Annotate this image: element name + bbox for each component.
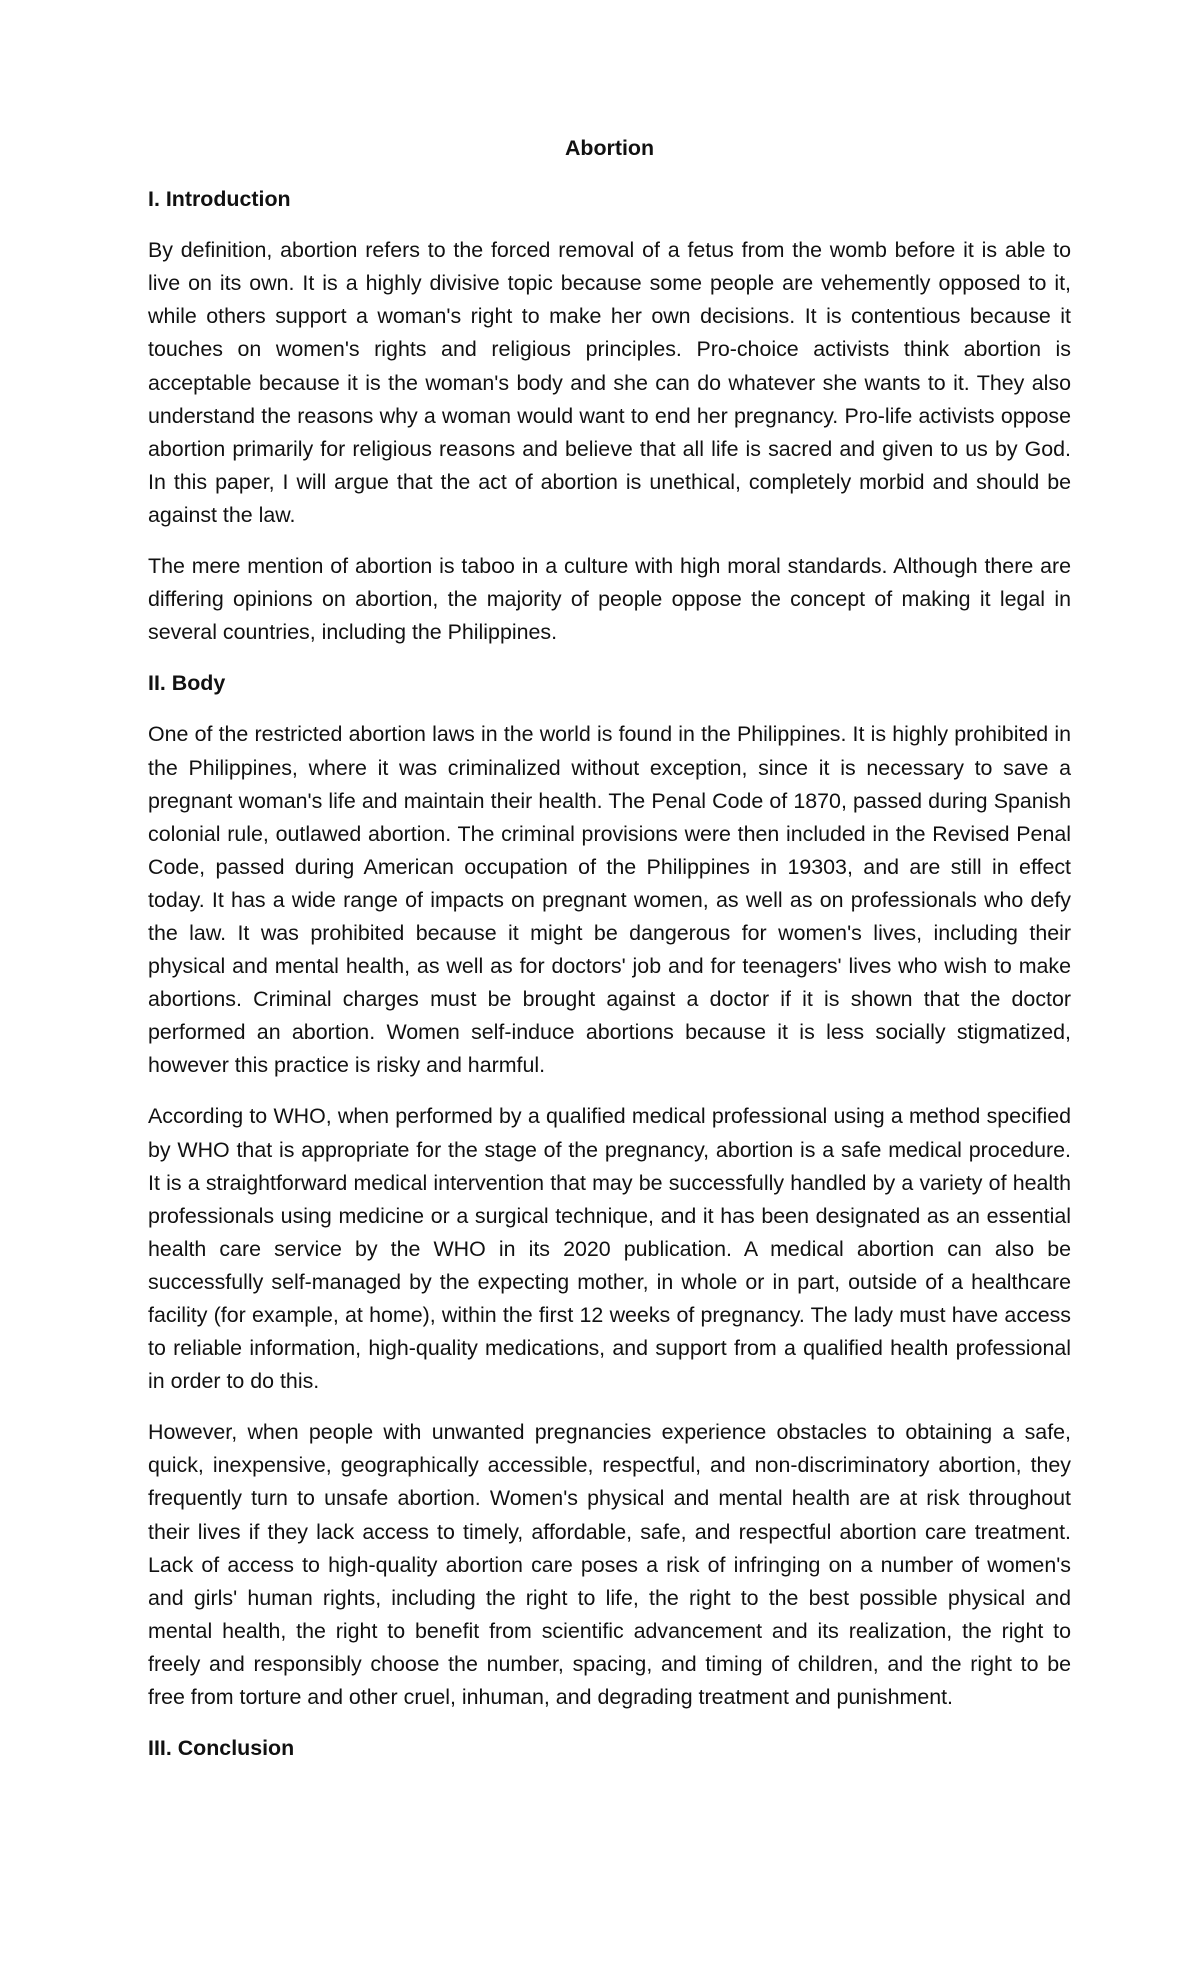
body-paragraph-1: One of the restricted abortion laws in the world is found in the Philippines. It is highly prohibited in the Philippines, where it was criminalized without exception, since it is necessary to save a pregnant woman's life and maintain their health. The Penal Code of 1870, passed during Spanish colonial rule, outlawed abortion. The criminal provisions were then included in the Revised Penal Code, passed during American occupation of the Philippines in 19303, and are still in effect today. It has a wide range of impacts on pregnant women, as well as on professionals who defy the law. It was prohibited because it might be dangerous for women's lives, including their physical and mental health, as well as for doctors' job and for teenagers' lives who wish to make abortions. Criminal charges must be brought against a doctor if it is shown that the doctor performed an abortion. Women self-induce abortions because it is less socially stigmatized, however this practice is risky and harmful. — [148, 722, 1071, 1078]
introduction-paragraph-1: By definition, abortion refers to the forced removal of a fetus from the womb before it is able to live on its own. It is a highly divisive topic because some people are vehemently opposed to it, while others support a woman's right to make her own decisions. It is contentious because it touches on women's rights and religious principles. Pro-choice activists think abortion is acceptable because it is the woman's body and she can do whatever she wants to it. They also understand the reasons why a woman would want to end her pregnancy. Pro-life activists oppose abortion primarily for religious reasons and believe that all life is sacred and given to us by God. In this paper, I will argue that the act of abortion is unethical, completely morbid and should be against the law. — [148, 238, 1071, 527]
section-heading-conclusion: III. Conclusion — [148, 1736, 295, 1761]
section-heading-body: II. Body — [148, 671, 226, 696]
introduction-paragraph-2: The mere mention of abortion is taboo in a culture with high moral standards. Although there are differing opinions on abortion, the majority of people oppose the concept of making it legal in several countries, including the Philippines. — [148, 554, 1071, 645]
section-heading-introduction: I. Introduction — [148, 187, 291, 212]
body-paragraph-2: According to WHO, when performed by a qualified medical professional using a method specified by WHO that is appropriate for the stage of the pregnancy, abortion is a safe medical procedure. It is a straightforward medical intervention that may be successfully handled by a variety of health professionals using medicine or a surgical technique, and it has been designated as an essential health care service by the WHO in its 2020 publication. A medical abortion can also be successfully self-managed by the expecting mother, in whole or in part, outside of a healthcare facility (for example, at home), within the first 12 weeks of pregnancy. The lady must have access to reliable information, high-quality medications, and support from a qualified health professional in order to do this. — [148, 1104, 1071, 1394]
document-title: Abortion — [564, 136, 655, 160]
document-page — [148, 132, 1071, 1783]
body-paragraph-3: However, when people with unwanted pregnancies experience obstacles to obtaining a safe, quick, inexpensive, geographically accessible, respectful, and non-discriminatory abortion, they frequently turn to unsafe abortion. Women's physical and mental health are at risk throughout their lives if they lack access to timely, affordable, safe, and respectful abortion care treatment. Lack of access to high-quality abortion care poses a risk of infringing on a number of women's and girls' human rights, including the right to life, the right to the best possible physical and mental health, the right to benefit from scientific advancement and its realization, the right to freely and responsibly choose the number, spacing, and timing of children, and the right to be free from torture and other cruel, inhuman, and degrading treatment and punishment. — [148, 1420, 1071, 1710]
